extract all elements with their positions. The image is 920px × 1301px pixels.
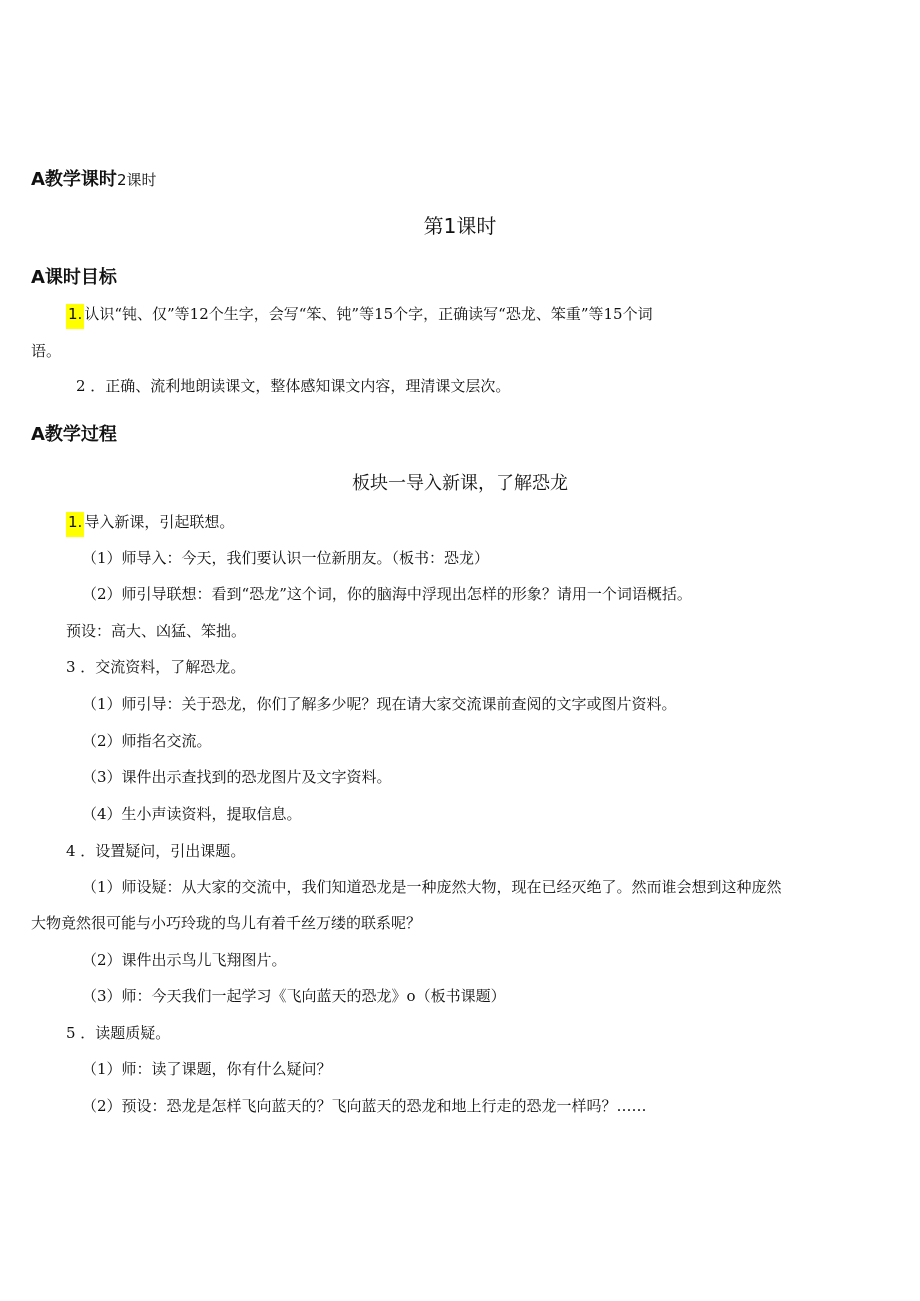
objective-item-1 — [66, 304, 653, 324]
objectives-heading: A课时目标 — [31, 267, 117, 288]
teaching-hours-label: A教学课时 — [31, 169, 117, 190]
process-heading: A教学过程 — [31, 424, 117, 445]
step-1 — [66, 512, 234, 532]
step-1-number: 1. — [66, 512, 84, 537]
objective-item-1-number: 1. — [66, 304, 84, 329]
step-3: 3 ．交流资料，了解恐龙。 — [66, 658, 246, 676]
block-title: 板块一导入新课，了解恐龙 — [352, 473, 568, 494]
teaching-hours-value: 2课时 — [116, 171, 157, 189]
step-4-sub-1: （1）师设疑：从大家的交流中，我们知道恐龙是一种庞然大物，现在已经灭绝了。然而谁会想到这种庞然 — [82, 878, 782, 896]
step-3-sub-3: （3）课件出示查找到的恐龙图片及文字资料。 — [82, 768, 392, 786]
lesson-title: 第1课时 — [423, 214, 497, 238]
step-3-sub-4: （4）生小声读资料，提取信息。 — [82, 805, 302, 823]
step-5-sub-1: （1）师：读了课题，你有什么疑问？ — [82, 1060, 332, 1078]
step-5-sub-2: （2）预设：恐龙是怎样飞向蓝天的？飞向蓝天的恐龙和地上行走的恐龙一样吗？…… — [82, 1097, 647, 1115]
objective-item-1-continued: 语。 — [31, 342, 62, 360]
step-1-text: 导入新课，引起联想。 — [84, 513, 235, 531]
step-4-sub-2: （2）课件出示鸟儿飞翔图片。 — [82, 951, 287, 969]
objective-item-2: 2 ．正确、流利地朗读课文，整体感知课文内容，理清课文层次。 — [76, 377, 511, 395]
step-1-preset: 预设：高大、凶猛、笨拙。 — [66, 622, 247, 640]
step-1-sub-2: （2）师引导联想：看到“恐龙”这个词，你的脑海中浮现出怎样的形象？请用一个词语概括。 — [82, 585, 692, 603]
step-4-sub-1-continued: 大物竟然很可能与小巧玲珑的鸟儿有着千丝万缕的联系呢？ — [31, 914, 422, 932]
objective-item-1-text: 认识“钝、仅”等12个生字，会写“笨、钝”等15个字，正确读写“恐龙、笨重”等15个词 — [84, 305, 653, 323]
step-5: 5 ．读题质疑。 — [66, 1024, 171, 1042]
teaching-hours — [31, 168, 156, 192]
step-4-sub-3: （3）师：今天我们一起学习《飞向蓝天的恐龙》o（板书课题） — [82, 987, 506, 1005]
step-3-sub-2: （2）师指名交流。 — [82, 732, 212, 750]
step-1-sub-1: （1）师导入：今天，我们要认识一位新朋友。（板书：恐龙） — [82, 549, 490, 567]
step-4: 4 ．设置疑问，引出课题。 — [66, 842, 246, 860]
step-3-sub-1: （1）师引导：关于恐龙，你们了解多少呢？现在请大家交流课前查阅的文字或图片资料。 — [82, 695, 677, 713]
